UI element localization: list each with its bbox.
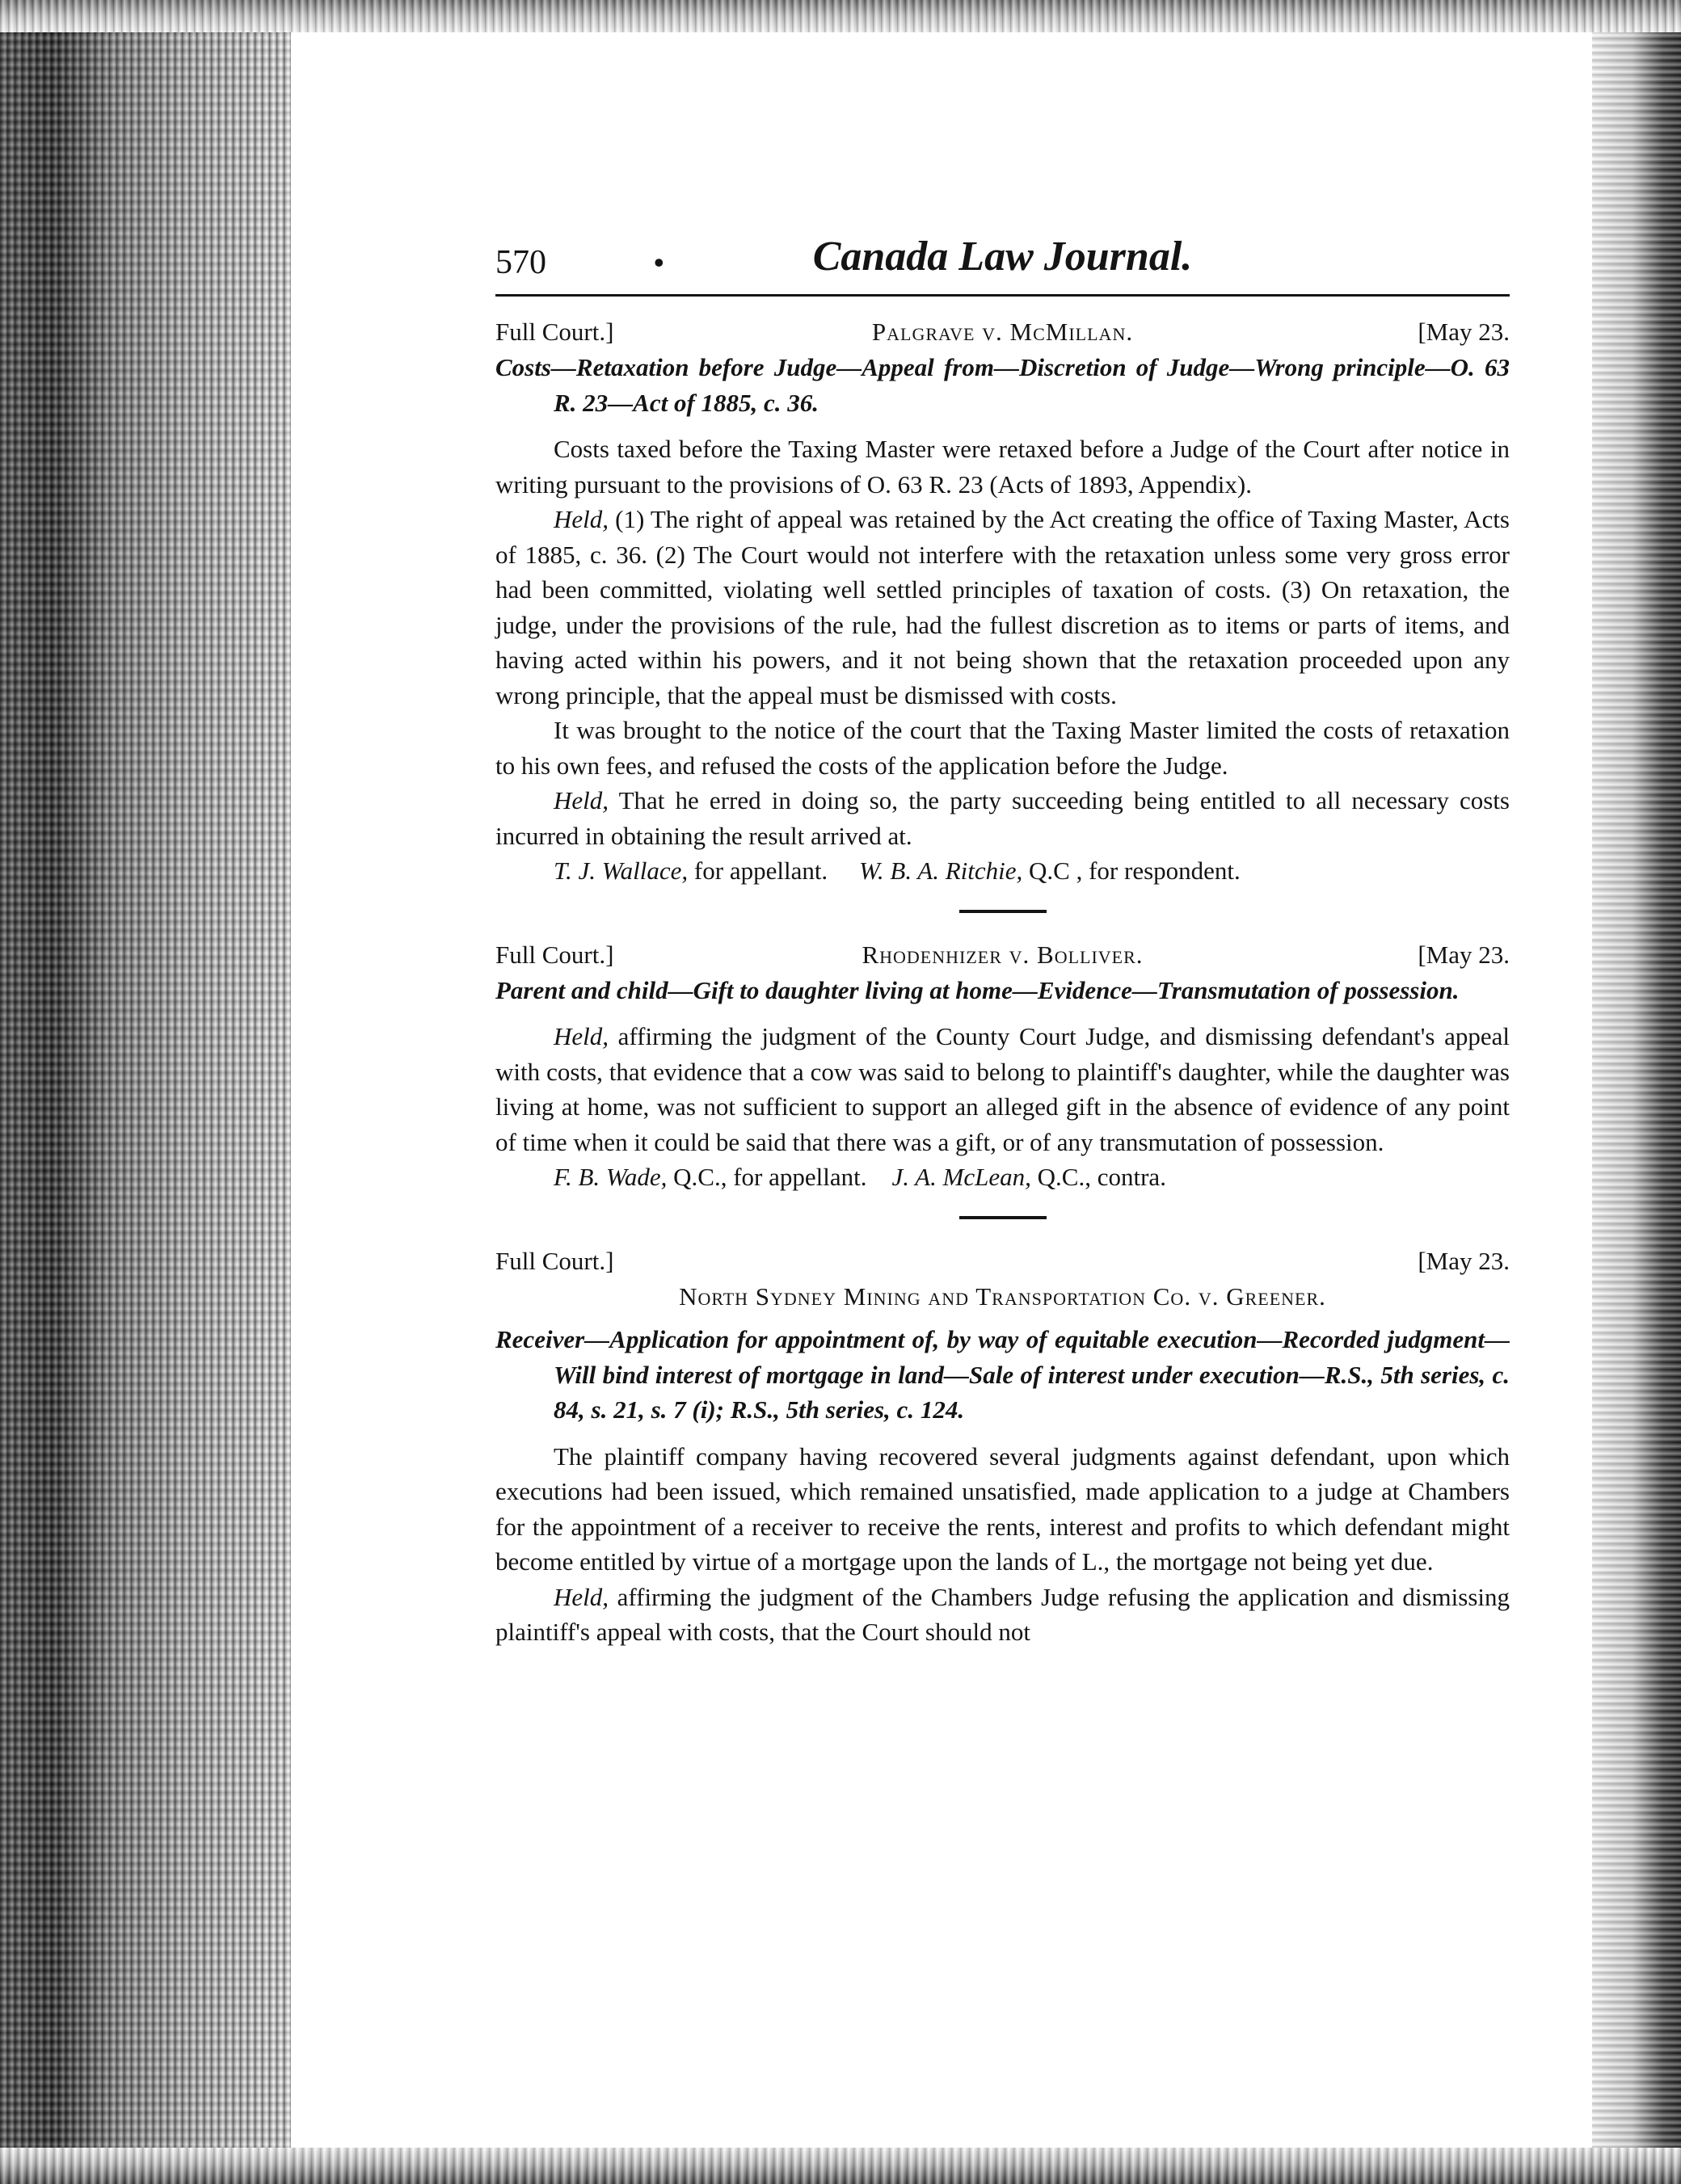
case-rhodenhizer-v-bolliver	[495, 937, 1510, 1195]
court-label: Full Court.]	[495, 940, 614, 969]
paragraph: The plaintiff company having recovered several judgments against defendant, upon which executions had been issued, which remained unsatisfied, made application to a judge at Chambers for the appointment of a receiver to receive the rents, interest and profits to which defendant might become entitled by virtue of a mortgage upon the lands of L., the mortgage not being yet due.	[495, 1441, 1510, 1576]
case-palgrave-v-mcmillan	[495, 314, 1510, 889]
counsel-name: F. B. Wade,	[554, 1163, 668, 1191]
case-header	[495, 937, 1510, 973]
journal-page	[495, 234, 1510, 1650]
headnote: Receiver—Application for appointment of, by way of equitable execution—Recorded judgment—Will bind interest of mortgage in land—Sale of interest under execution—R.S., 5th series, c. 84, s. 21, s. 7 (i); R.S., 5th series, c. 124.	[495, 1325, 1510, 1424]
case-header	[495, 314, 1510, 350]
case-date: [May 23.	[1418, 318, 1510, 346]
held-label: Held,	[554, 505, 609, 533]
held-label: Held,	[554, 1582, 609, 1611]
held-label: Held,	[554, 786, 609, 814]
case-north-sydney-mining-v-greener	[495, 1243, 1510, 1650]
case-separator-rule	[959, 1216, 1047, 1219]
scan-left-edge	[0, 0, 291, 2184]
headnote: Parent and child—Gift to daughter living at home—Evidence—Transmutation of possession.	[495, 975, 1460, 1004]
case-date: [May 23.	[1418, 940, 1510, 969]
headnote: Costs—Retaxation before Judge—Appeal from—Discretion of Judge—Wrong principle—O. 63 R. 23—Act of 1885, c. 36.	[495, 353, 1510, 417]
case-separator-rule	[959, 910, 1047, 913]
court-label: Full Court.]	[495, 1246, 614, 1275]
paragraph: Held, That he erred in doing so, the party succeeding being entitled to all necessary costs incurred in obtaining the result arrived at.	[495, 786, 1510, 850]
case-title: Rhodenhizer v. Bolliver.	[862, 940, 1144, 969]
counsel-line: T. J. Wallace, for appellant. W. B. A. Ritchie, Q.C , for respondent.	[554, 856, 1241, 885]
counsel-name: J. A. McLean,	[891, 1163, 1031, 1191]
paragraph: Held, affirming the judgment of the Chambers Judge refusing the application and dismissing plaintiff's appeal with costs, that the Court should not	[495, 1582, 1510, 1646]
running-head	[495, 234, 1510, 297]
case-date: [May 23.	[1418, 1246, 1510, 1275]
counsel-name: W. B. A. Ritchie,	[858, 856, 1023, 885]
page-number: 570	[495, 244, 546, 281]
paragraph: Held, affirming the judgment of the County Court Judge, and dismissing defendant's appeal with costs, that evidence that a cow was said to belong to plaintiff's daughter, while the daughter was living at home, was not sufficient to support an alleged gift in the absence of evidence of any point of time when it could be said that there was a gift, or of any transmutation of possession.	[495, 1022, 1510, 1156]
paragraph: Costs taxed before the Taxing Master were retaxed before a Judge of the Court after notice in writing pursuant to the provisions of O. 63 R. 23 (Acts of 1893, Appendix).	[495, 435, 1510, 499]
counsel-line: F. B. Wade, Q.C., for appellant. J. A. McLean, Q.C., contra.	[554, 1163, 1166, 1191]
held-label: Held,	[554, 1022, 609, 1050]
case-title: Palgrave v. McMillan.	[871, 318, 1134, 346]
scan-bottom-edge	[0, 2148, 1681, 2184]
scan-top-edge	[0, 0, 1681, 32]
counsel-name: T. J. Wallace,	[554, 856, 689, 885]
case-header	[495, 1243, 1510, 1279]
court-label: Full Court.]	[495, 318, 614, 346]
scan-right-edge	[1592, 0, 1681, 2184]
paragraph: Held, (1) The right of appeal was retained by the Act creating the office of Taxing Master, Acts of 1885, c. 36. (2) The Court would not interfere with the retaxation unless some very gross error had been committed, violating well settled principles of taxation of costs. (3) On retaxation, the judge, under the provisions of the rule, had the fullest discretion as to items or parts of items, and having acted within his powers, and it not being shown that the retaxation proceeded upon any wrong principle, that the appeal must be dismissed with costs.	[495, 505, 1510, 709]
paragraph: It was brought to the notice of the court that the Taxing Master limited the costs of retaxation to his own fees, and refused the costs of the application before the Judge.	[495, 716, 1510, 780]
bullet-ornament: •	[654, 246, 664, 279]
journal-title: Canada Law Journal.	[812, 234, 1193, 280]
case-title: North Sydney Mining and Transportation Co. v. Greener.	[679, 1281, 1326, 1311]
